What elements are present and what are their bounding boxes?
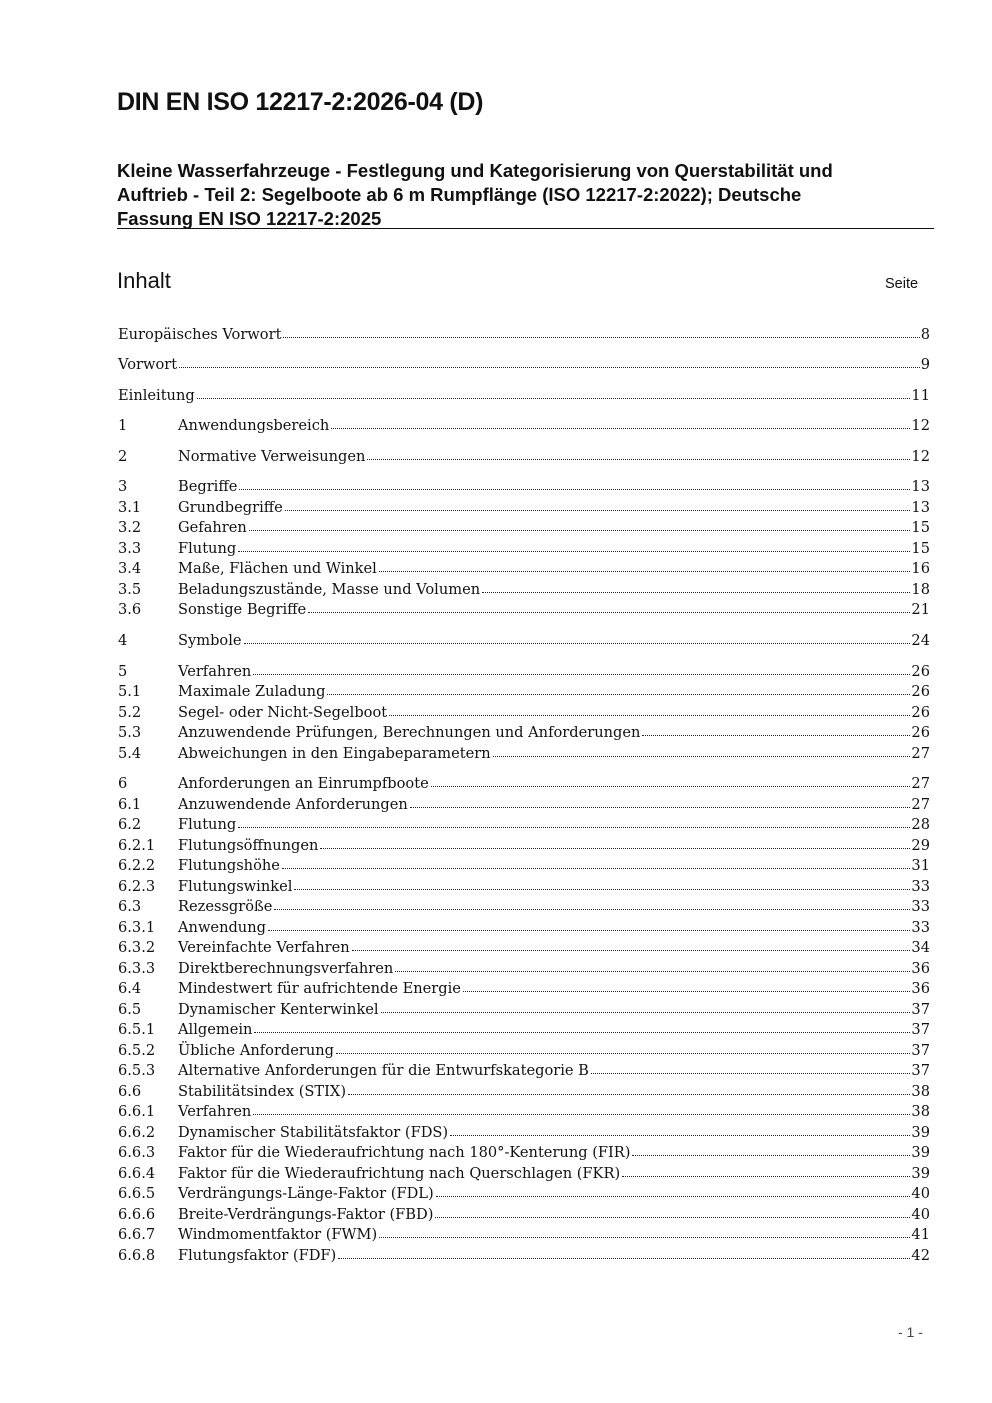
toc-entry-page: 33 [911,878,930,895]
toc-entry[interactable] [118,1123,930,1143]
toc-entry-page: 33 [911,898,930,915]
subtitle-line: Kleine Wasserfahrzeuge - Festlegung und Kategorisierung von Querstabilität und [117,160,833,181]
toc-entry-label: Vereinfachte Verfahren [178,939,350,956]
toc-dot-leader [435,1216,910,1218]
toc-entry[interactable] [118,836,930,856]
toc-dot-leader [348,1093,910,1095]
toc-entry-label: Sonstige Begriffe [178,601,307,618]
toc-dot-leader [352,949,911,951]
toc-dot-leader [238,550,910,552]
toc-entry-number: 6.3.3 [118,960,156,977]
toc-dot-leader [244,642,911,644]
toc-entry-number: 5.1 [118,683,142,700]
toc-entry-label: Flutung [178,540,237,557]
toc-entry-page: 39 [911,1165,930,1182]
toc-entry[interactable] [118,662,930,682]
toc-entry-page: 26 [911,724,930,741]
toc-entry-number: 6.6.6 [118,1206,156,1223]
toc-entry[interactable] [118,386,930,406]
toc-entry-page: 40 [911,1185,930,1202]
toc-entry-page: 29 [911,837,930,854]
toc-entry-number: 6 [118,775,128,792]
toc-entry-number: 6.5.1 [118,1021,156,1038]
toc-entry-label: Flutungsfaktor (FDF) [178,1247,337,1264]
toc-entry-label: Segel- oder Nicht-Segelboot [178,704,388,721]
toc-entry-label: Maximale Zuladung [178,683,326,700]
toc-entry-label: Dynamischer Stabilitätsfaktor (FDS) [178,1124,449,1141]
toc-entry-page: 41 [911,1226,930,1243]
toc-entry[interactable] [118,959,930,979]
toc-entry-number: 6.3.1 [118,919,156,936]
toc-dot-leader [268,929,910,931]
toc-entry-label: Allgemein [178,1021,253,1038]
toc-dot-leader [367,458,910,460]
toc-entry-number: 3 [118,478,128,495]
toc-entry-number: 3.1 [118,499,142,516]
toc-entry-number: 6.5.3 [118,1062,156,1079]
toc-dot-leader [197,397,911,399]
toc-entry-label: Alternative Anforderungen für die Entwurfskategorie B [178,1062,589,1079]
toc-entry-label: Faktor für die Wiederaufrichtung nach 180°-Kenterung (FIR) [178,1144,631,1161]
toc-entry-label: Breite-Verdrängungs-Faktor (FBD) [178,1206,434,1223]
toc-entry[interactable] [118,682,930,702]
toc-entry-page: 38 [911,1083,930,1100]
toc-entry[interactable] [118,1184,930,1204]
toc-entry-label: Begriffe [178,478,238,495]
subtitle-line: Fassung EN ISO 12217-2:2025 [117,208,382,229]
toc-dot-leader [338,1257,910,1259]
toc-entry-number: 5.4 [118,745,142,762]
toc-entry[interactable] [118,447,930,467]
toc-entry-label: Gefahren [178,519,247,536]
toc-entry[interactable] [118,600,930,620]
toc-entry[interactable] [118,1061,930,1081]
toc-entry-page: 39 [911,1124,930,1141]
toc-entry-label: Stabilitätsindex (STIX) [178,1083,347,1100]
toc-entry-page: 28 [911,816,930,833]
toc-entry-page: 13 [911,499,930,516]
toc-entry-number: 6.6 [118,1083,142,1100]
toc-entry[interactable] [118,559,930,579]
toc-dot-leader [622,1175,910,1177]
toc-entry-page: 9 [920,356,930,373]
toc-entry-label: Anwendungsbereich [178,417,330,434]
toc-entry-label: Rezessgröße [178,898,273,915]
toc-entry[interactable] [118,1246,930,1266]
toc-entry-page: 27 [911,745,930,762]
toc-entry-page: 34 [911,939,930,956]
toc-entry-page: 26 [911,704,930,721]
toc-entry[interactable] [118,795,930,815]
toc-entry-page: 12 [911,417,930,434]
toc-entry[interactable] [118,631,930,651]
toc-entry[interactable] [118,938,930,958]
toc-entry-number: 3.3 [118,540,142,557]
toc-entry[interactable] [118,774,930,794]
toc-dot-leader [249,529,911,531]
toc-entry[interactable] [118,856,930,876]
toc-dot-leader [482,591,910,593]
toc-entry[interactable] [118,477,930,497]
toc-entry[interactable] [118,723,930,743]
toc-dot-leader [436,1195,911,1197]
toc-dot-leader [238,826,910,828]
toc-dot-leader [320,847,910,849]
toc-entry-label: Abweichungen in den Eingabeparametern [178,745,491,762]
toc-entry-number: 6.3 [118,898,142,915]
toc-entry-page: 38 [911,1103,930,1120]
toc-dot-leader [381,1011,911,1013]
toc-entry-number: 5.3 [118,724,142,741]
toc-entry[interactable] [118,518,930,538]
toc-entry[interactable] [118,416,930,436]
toc-dot-leader [274,908,910,910]
toc-entry-page: 15 [911,540,930,557]
toc-dot-leader [431,785,911,787]
toc-entry-number: 3.4 [118,560,142,577]
toc-entry-label: Europäisches Vorwort [118,326,282,343]
toc-dot-leader [283,336,919,338]
toc-entry[interactable] [118,1000,930,1020]
toc-entry-page: 11 [911,387,930,404]
toc-entry[interactable] [118,498,930,518]
toc-entry-number: 6.6.7 [118,1226,156,1243]
toc-dot-leader [389,714,910,716]
toc-entry-label: Direktberechnungsverfahren [178,960,394,977]
toc-entry-number: 5.2 [118,704,142,721]
toc-dot-leader [253,673,910,675]
toc-entry[interactable] [118,1020,930,1040]
toc-dot-leader [450,1134,910,1136]
toc-entry-number: 6.2.3 [118,878,156,895]
toc-dot-leader [463,990,911,992]
toc-entry-label: Flutungsöffnungen [178,837,319,854]
toc-dot-leader [331,427,910,429]
toc-entry-label: Anforderungen an Einrumpfboote [178,775,429,792]
toc-entry-label: Normative Verweisungen [178,448,366,465]
toc-entry-page: 36 [911,960,930,977]
toc-entry[interactable] [118,744,930,764]
toc-entry-number: 6.6.2 [118,1124,156,1141]
toc-entry-label: Anwendung [178,919,266,936]
document-subtitle [117,159,927,231]
toc-entry[interactable] [118,325,930,345]
toc-entry-page: 24 [911,632,930,649]
toc-entry-page: 37 [911,1062,930,1079]
toc-dot-leader [379,1236,910,1238]
toc-entry-page: 8 [920,326,930,343]
toc-dot-leader [294,888,910,890]
toc-entry-number: 6.4 [118,980,142,997]
toc-dot-leader [285,509,911,511]
toc-entry-page: 42 [911,1247,930,1264]
toc-entry-number: 2 [118,448,128,465]
toc-entry-label: Beladungszustände, Masse und Volumen [178,581,481,598]
toc-entry-number: 6.5 [118,1001,142,1018]
toc-dot-leader [282,867,911,869]
toc-entry[interactable] [118,1082,930,1102]
toc-entry[interactable] [118,1143,930,1163]
toc-entry-number: 1 [118,417,128,434]
toc-entry[interactable] [118,918,930,938]
toc-dot-leader [395,970,910,972]
toc-entry-label: Flutungswinkel [178,878,293,895]
toc-entry[interactable] [118,703,930,723]
toc-entry-label: Anzuwendende Anforderungen [178,796,408,813]
toc-entry[interactable] [118,815,930,835]
toc-dot-leader [410,806,911,808]
document-title: DIN EN ISO 12217-2:2026-04 (D) [117,88,484,116]
toc-entry[interactable] [118,877,930,897]
subtitle-line: Auftrieb - Teil 2: Segelboote ab 6 m Rumpflänge (ISO 12217-2:2022); Deutsche [117,184,802,205]
toc-entry-label: Verfahren [178,1103,252,1120]
toc-entry-number: 6.2.2 [118,857,156,874]
toc-entry-page: 39 [911,1144,930,1161]
toc-entry-label: Grundbegriffe [178,499,283,516]
toc-entry-label: Einleitung [118,387,195,404]
toc-entry-number: 4 [118,632,128,649]
toc-dot-leader [632,1154,910,1156]
toc-dot-leader [308,611,910,613]
toc-entry[interactable] [118,1205,930,1225]
toc-entry-number: 3.2 [118,519,142,536]
toc-dot-leader [239,488,910,490]
toc-entry[interactable] [118,897,930,917]
toc-entry-page: 18 [911,581,930,598]
toc-entry[interactable] [118,539,930,559]
toc-entry-number: 6.6.1 [118,1103,156,1120]
toc-entry-page: 16 [911,560,930,577]
toc-entry-label: Mindestwert für aufrichtende Energie [178,980,461,997]
toc-entry-label: Windmomentfaktor (FWM) [178,1226,378,1243]
toc-entry-page: 37 [911,1021,930,1038]
toc-entry[interactable] [118,1164,930,1184]
toc-entry-number: 3.5 [118,581,142,598]
toc-entry-label: Flutung [178,816,237,833]
toc-dot-leader [379,570,911,572]
toc-entry-page: 33 [911,919,930,936]
toc-entry-number: 5 [118,663,128,680]
toc-entry-number: 6.6.8 [118,1247,156,1264]
toc-entry[interactable] [118,355,930,375]
toc-entry-number: 6.6.4 [118,1165,156,1182]
toc-entry-label: Verfahren [178,663,252,680]
toc-entry-label: Anzuwendende Prüfungen, Berechnungen und Anforderungen [178,724,641,741]
toc-entry-page: 27 [911,796,930,813]
toc-entry-page: 26 [911,663,930,680]
toc-entry-page: 15 [911,519,930,536]
toc-entry[interactable] [118,979,930,999]
toc-entry-number: 6.3.2 [118,939,156,956]
toc-dot-leader [179,366,920,368]
toc-dot-leader [642,734,910,736]
toc-entry-page: 27 [911,775,930,792]
toc-entry-label: Flutungshöhe [178,857,280,874]
toc-entry[interactable] [118,580,930,600]
toc-entry-label: Übliche Anforderung [178,1042,335,1059]
toc-entry-page: 36 [911,980,930,997]
toc-dot-leader [591,1072,911,1074]
toc-entry-label: Dynamischer Kenterwinkel [178,1001,379,1018]
toc-dot-leader [254,1031,910,1033]
toc-entry[interactable] [118,1041,930,1061]
toc-entry-label: Symbole [178,632,242,649]
toc-entry-label: Faktor für die Wiederaufrichtung nach Querschlagen (FKR) [178,1165,621,1182]
title-divider [117,228,934,229]
toc-entry-number: 6.1 [118,796,142,813]
toc-entry-label: Verdrängungs-Länge-Faktor (FDL) [178,1185,434,1202]
toc-entry-page: 37 [911,1042,930,1059]
toc-entry-page: 40 [911,1206,930,1223]
toc-entry-number: 3.6 [118,601,142,618]
toc-entry[interactable] [118,1102,930,1122]
toc-entry-page: 21 [911,601,930,618]
toc-dot-leader [336,1052,910,1054]
page-number: - 1 - [898,1324,923,1340]
toc-entry-number: 6.6.3 [118,1144,156,1161]
toc-entry-page: 37 [911,1001,930,1018]
toc-entry-page: 13 [911,478,930,495]
toc-dot-leader [493,755,911,757]
toc-entry-label: Maße, Flächen und Winkel [178,560,377,577]
toc-entry-number: 6.6.5 [118,1185,156,1202]
toc-entry-number: 6.2 [118,816,142,833]
toc-entry-page: 12 [911,448,930,465]
toc-heading: Inhalt [117,268,171,293]
toc-dot-leader [253,1113,910,1115]
toc-dot-leader [327,693,910,695]
toc-entry[interactable] [118,1225,930,1245]
toc-entry-label: Vorwort [118,356,178,373]
toc-entry-page: 31 [911,857,930,874]
toc-entry-page: 26 [911,683,930,700]
toc-page-column-label: Seite [885,276,919,292]
toc-entry-number: 6.2.1 [118,837,156,854]
toc-entry-number: 6.5.2 [118,1042,156,1059]
